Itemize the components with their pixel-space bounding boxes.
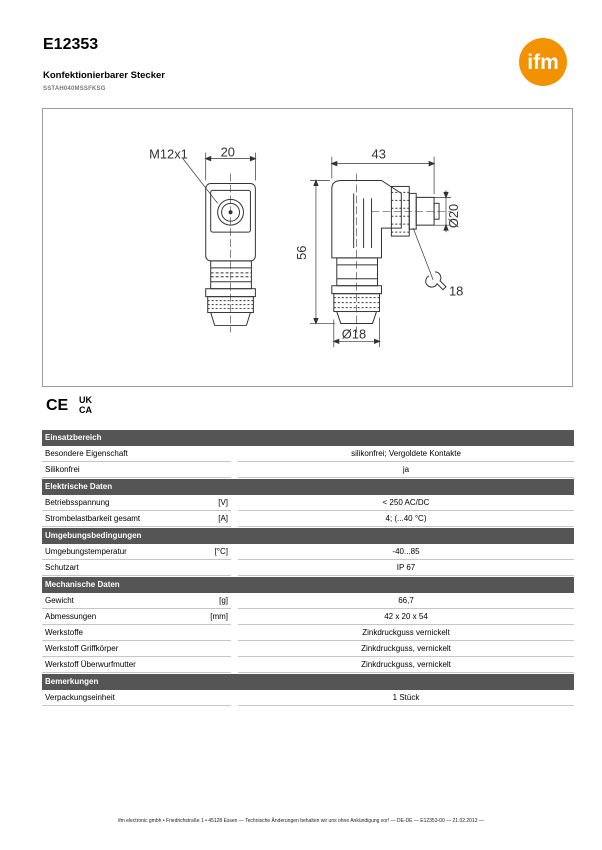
row-value: 4; (...40 °C) [238, 512, 574, 527]
section-header: Bemerkungen [42, 674, 574, 690]
row-value: Zinkdruckguss vernickelt [238, 626, 574, 641]
page-footer: ifm electronic gmbh • Friedrichstraße 1 • 45128 Essen — Technische Änderungen behalten wir uns ohne Ankündigung vor! — DE-DE — E12353-00 — 21.02.2013 — [118, 818, 484, 824]
row-unit [194, 658, 231, 673]
row-label: Werkstoff Griffkörper [42, 642, 194, 657]
table-row [42, 626, 574, 641]
table-row [42, 561, 574, 576]
row-unit [194, 626, 231, 641]
table-row [42, 463, 574, 478]
table-row [42, 658, 574, 673]
row-label: Verpackungseinheit [42, 691, 194, 706]
row-unit [194, 463, 231, 478]
table-row [42, 512, 574, 527]
row-label: Gewicht [42, 594, 194, 609]
article-number: E12353 [43, 36, 99, 53]
section-header: Mechanische Daten [42, 577, 574, 593]
row-value: ja [238, 463, 574, 478]
front-view [183, 153, 255, 333]
section-header: Elektrische Daten [42, 479, 574, 495]
product-subtitle: Konfektionierbarer Stecker [43, 70, 165, 81]
row-unit: [A] [194, 512, 231, 527]
row-value: < 250 AC/DC [238, 496, 574, 511]
row-value: 42 x 20 x 54 [238, 610, 574, 625]
certification-marks [46, 394, 102, 414]
logo-text: ifm [527, 51, 559, 74]
ukca-mark [79, 395, 92, 414]
section-header: Umgebungsbedingungen [42, 528, 574, 544]
row-value: Zinkdruckguss, vernickelt [238, 642, 574, 657]
row-unit [194, 561, 231, 576]
row-value: Zinkdruckguss, vernickelt [238, 658, 574, 673]
ce-mark: CE [46, 397, 69, 414]
dim-dia-20: Ø20 [445, 203, 461, 229]
table-row [42, 545, 574, 560]
row-label: Umgebungstemperatur [42, 545, 194, 560]
row-value: silikonfrei; Vergoldete Kontakte [238, 447, 574, 462]
row-value: IP 67 [238, 561, 574, 576]
dim-width-front: 20 [220, 144, 235, 160]
row-unit [194, 691, 231, 706]
row-value: 66,7 [238, 594, 574, 609]
row-label: Betriebsspannung [42, 496, 194, 511]
row-label: Besondere Eigenschaft [42, 447, 194, 462]
row-unit [194, 447, 231, 462]
svg-text:UK: UK [79, 395, 92, 405]
row-unit: [V] [194, 496, 231, 511]
ifm-logo [513, 37, 573, 87]
svg-text:CA: CA [79, 405, 92, 414]
table-row [42, 594, 574, 609]
table-row [42, 691, 574, 706]
spec-table [42, 430, 574, 707]
product-code: SSTAH040MSSFKSG [43, 86, 106, 92]
technical-drawing [42, 108, 573, 387]
table-row [42, 447, 574, 462]
table-row [42, 642, 574, 657]
row-value: 1 Stück [238, 691, 574, 706]
row-label: Strombelastbarkeit gesamt [42, 512, 194, 527]
table-row [42, 496, 574, 511]
row-label: Werkstoffe [42, 626, 194, 641]
row-label: Abmessungen [42, 610, 194, 625]
row-label: Schutzart [42, 561, 194, 576]
dim-height: 56 [294, 245, 310, 260]
section-header: Einsatzbereich [42, 430, 574, 446]
row-unit: [°C] [194, 545, 231, 560]
row-unit [194, 642, 231, 657]
row-label: Werkstoff Überwurfmutter [42, 658, 194, 673]
side-view [310, 157, 451, 348]
dim-dia-18: Ø18 [341, 326, 367, 342]
row-label: Silikonfrei [42, 463, 194, 478]
row-unit: [mm] [194, 610, 231, 625]
row-unit: [g] [194, 594, 231, 609]
dim-thread: M12x1 [149, 146, 188, 162]
table-row [42, 610, 574, 625]
dim-width-side: 43 [371, 146, 386, 162]
row-value: -40...85 [238, 545, 574, 560]
dim-wrench: 18 [448, 283, 464, 299]
